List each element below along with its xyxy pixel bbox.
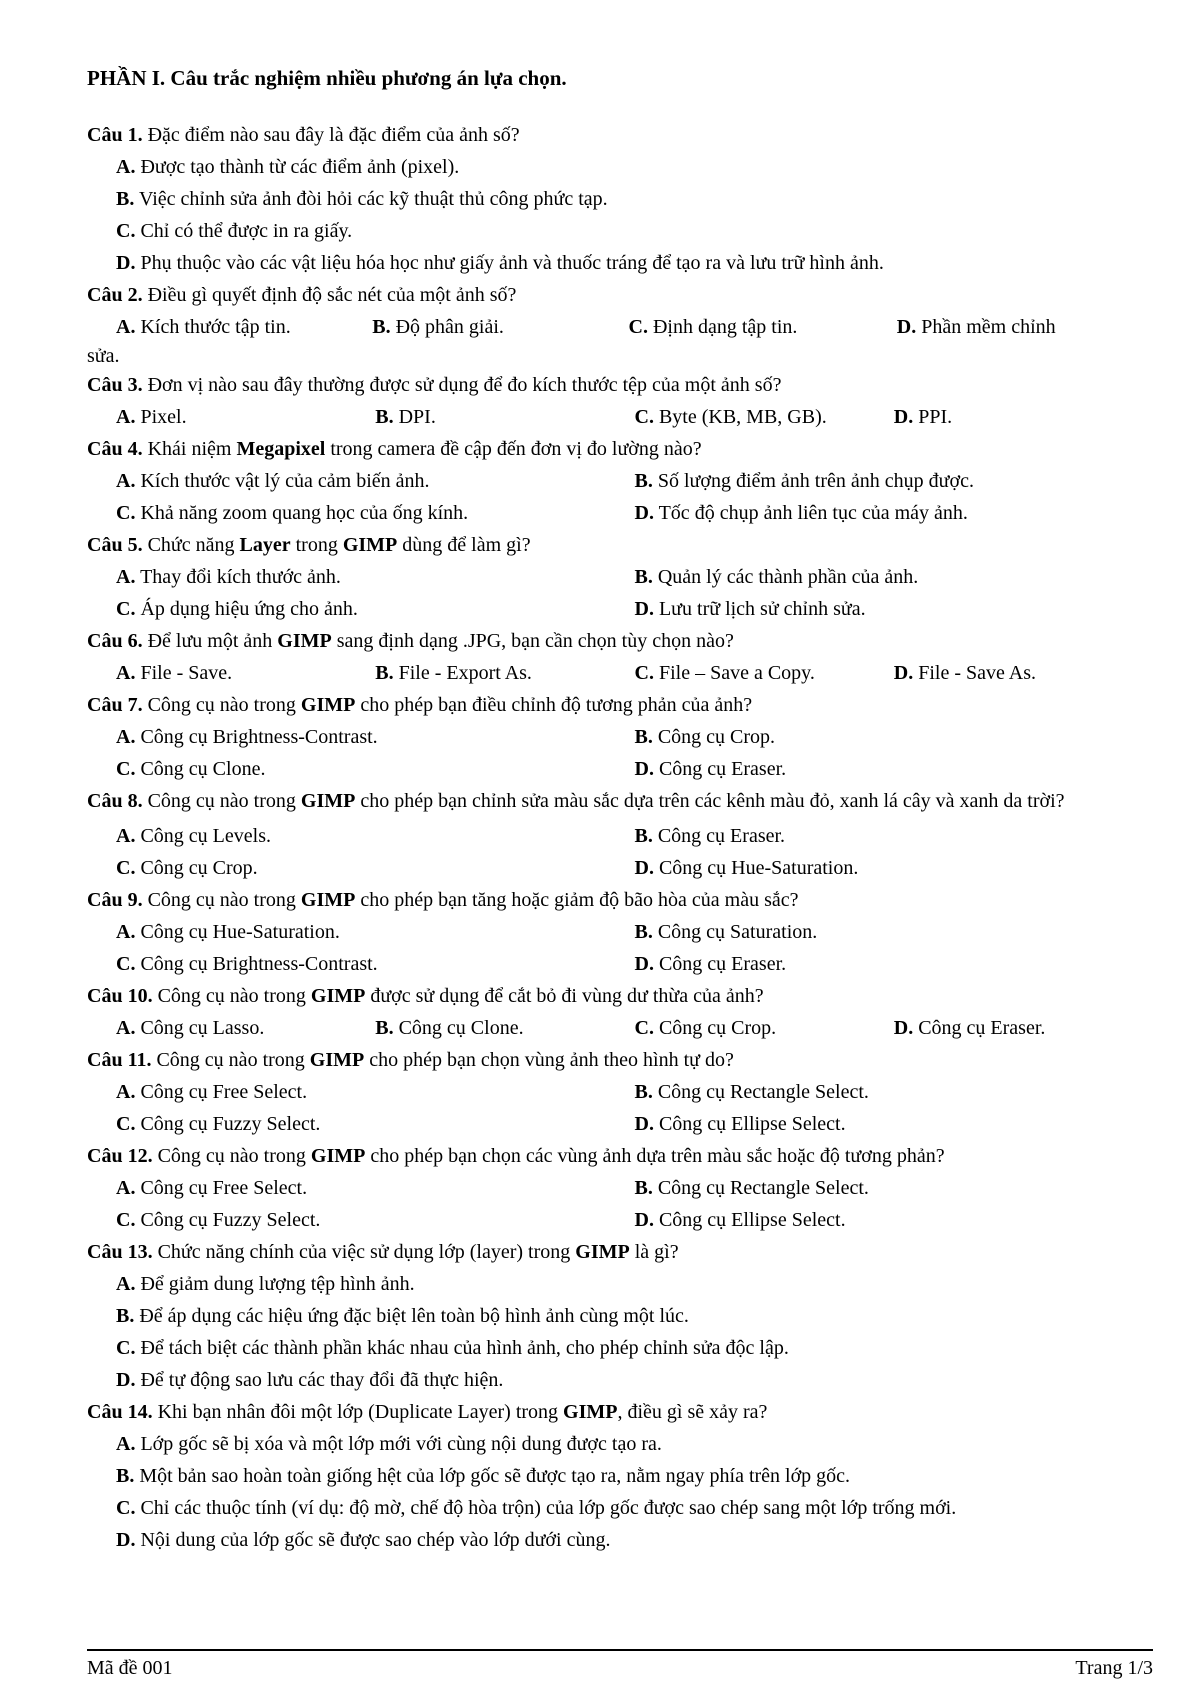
question-stem: Câu 2. Điều gì quyết định độ sắc nét của một ảnh số? [87, 284, 517, 306]
options [87, 820, 1153, 884]
question-3 [87, 369, 1153, 433]
question-stem: Câu 3. Đơn vị nào sau đây thường được sử dụng để đo kích thước tệp của một ảnh số? [87, 374, 782, 396]
option-a: A. Pixel. [116, 406, 187, 428]
option-b: B. Công cụ Crop. [634, 726, 776, 748]
question-stem: Câu 11. Công cụ nào trong GIMP cho phép bạn chọn vùng ảnh theo hình tự do? [87, 1049, 734, 1071]
options [87, 561, 1153, 625]
options [87, 657, 1153, 689]
question-8 [87, 785, 1153, 884]
option-d: D. Công cụ Ellipse Select. [634, 1113, 846, 1135]
options [87, 721, 1153, 785]
option-d: D. Công cụ Eraser. [893, 1017, 1046, 1039]
option-c: C. Định dạng tập tin. [628, 316, 798, 338]
option-b: B. Quản lý các thành phần của ảnh. [634, 566, 919, 588]
question-7 [87, 689, 1153, 785]
question-10 [87, 980, 1153, 1044]
options [87, 1268, 1153, 1396]
option-a: A. Được tạo thành từ các điểm ảnh (pixel). [116, 156, 460, 178]
question-4 [87, 433, 1153, 529]
option-c: C. Khả năng zoom quang học của ống kính. [116, 502, 469, 524]
question-stem: Câu 12. Công cụ nào trong GIMP cho phép bạn chọn các vùng ảnh dựa trên màu sắc hoặc độ tương phản? [87, 1145, 945, 1167]
option-c: C. Để tách biệt các thành phần khác nhau của hình ảnh, cho phép chỉnh sửa độc lập. [116, 1337, 789, 1359]
option-c: C. Công cụ Fuzzy Select. [116, 1113, 321, 1135]
question-5 [87, 529, 1153, 625]
option-a: A. Kích thước tập tin. [116, 316, 291, 338]
question-6 [87, 625, 1153, 689]
question-stem: Câu 9. Công cụ nào trong GIMP cho phép bạn tăng hoặc giảm độ bão hòa của màu sắc? [87, 889, 799, 911]
question-14 [87, 1396, 1153, 1556]
option-c: C. Chỉ có thể được in ra giấy. [116, 220, 353, 242]
option-a: A. Công cụ Levels. [116, 825, 271, 847]
question-stem: Câu 1. Đặc điểm nào sau đây là đặc điểm của ảnh số? [87, 124, 520, 146]
option-c: C. Công cụ Crop. [116, 857, 258, 879]
options [87, 151, 1153, 279]
option-d-continuation: sửa. [87, 345, 120, 367]
option-a: A. Công cụ Hue-Saturation. [116, 921, 340, 943]
option-d: D. PPI. [893, 406, 953, 428]
question-stem: Câu 4. Khái niệm Megapixel trong camera đề cập đến đơn vị đo lường nào? [87, 438, 702, 460]
option-c: C. Công cụ Clone. [116, 758, 266, 780]
option-d: D. Tốc độ chụp ảnh liên tục của máy ảnh. [634, 502, 968, 524]
page-footer [87, 1649, 1153, 1680]
option-b: B. Một bản sao hoàn toàn giống hệt của lớp gốc sẽ được tạo ra, nằm ngay phía trên lớp gốc. [116, 1465, 851, 1487]
option-d: D. Phần mềm chỉnh [896, 316, 1056, 338]
question-2 [87, 279, 1153, 369]
question-stem: Câu 6. Để lưu một ảnh GIMP sang định dạng .JPG, bạn cần chọn tùy chọn nào? [87, 630, 734, 652]
option-b: B. Công cụ Eraser. [634, 825, 786, 847]
option-b: B. Số lượng điểm ảnh trên ảnh chụp được. [634, 470, 974, 492]
exam-page [87, 62, 1153, 1556]
option-b: B. File - Export As. [375, 662, 532, 684]
option-a: A. Kích thước vật lý của cảm biến ảnh. [116, 470, 430, 492]
option-d: D. Công cụ Ellipse Select. [634, 1209, 846, 1231]
option-b: B. Công cụ Rectangle Select. [634, 1081, 869, 1103]
page-number: Trang 1/3 [1075, 1657, 1153, 1679]
question-12 [87, 1140, 1153, 1236]
option-b: B. Để áp dụng các hiệu ứng đặc biệt lên toàn bộ hình ảnh cùng một lúc. [116, 1305, 689, 1327]
option-c: C. Chỉ các thuộc tính (ví dụ: độ mờ, chế độ hòa trộn) của lớp gốc được sao chép sang một lớp trống mới. [116, 1497, 957, 1519]
option-d: D. Phụ thuộc vào các vật liệu hóa học như giấy ảnh và thuốc tráng để tạo ra và lưu trữ hình ảnh. [116, 252, 884, 274]
option-d: D. Công cụ Eraser. [634, 953, 787, 975]
option-b: B. DPI. [375, 406, 436, 428]
option-d: D. Công cụ Hue-Saturation. [634, 857, 859, 879]
option-b: B. Công cụ Clone. [375, 1017, 524, 1039]
option-c: C. Byte (KB, MB, GB). [634, 406, 827, 428]
question-stem: Câu 7. Công cụ nào trong GIMP cho phép bạn điều chỉnh độ tương phản của ảnh? [87, 694, 753, 716]
option-c: C. Công cụ Brightness-Contrast. [116, 953, 378, 975]
question-stem: Câu 14. Khi bạn nhân đôi một lớp (Duplicate Layer) trong GIMP, điều gì sẽ xảy ra? [87, 1401, 768, 1423]
option-b: B. Công cụ Saturation. [634, 921, 818, 943]
question-stem: Câu 5. Chức năng Layer trong GIMP dùng để làm gì? [87, 534, 531, 556]
option-d: D. Công cụ Eraser. [634, 758, 787, 780]
section-title: PHẦN I. Câu trắc nghiệm nhiều phương án lựa chọn. [87, 66, 567, 90]
question-13 [87, 1236, 1153, 1396]
options [87, 1428, 1153, 1556]
options [87, 1076, 1153, 1140]
question-9 [87, 884, 1153, 980]
option-a: A. Công cụ Free Select. [116, 1177, 308, 1199]
question-stem: Câu 13. Chức năng chính của việc sử dụng lớp (layer) trong GIMP là gì? [87, 1241, 679, 1263]
option-c: C. Áp dụng hiệu ứng cho ảnh. [116, 598, 358, 620]
option-a: A. Công cụ Brightness-Contrast. [116, 726, 378, 748]
option-c: C. File – Save a Copy. [634, 662, 815, 684]
option-b: B. Việc chỉnh sửa ảnh đòi hỏi các kỹ thuật thủ công phức tạp. [116, 188, 608, 210]
options [87, 311, 1153, 369]
options [87, 1172, 1153, 1236]
option-a: A. Để giảm dung lượng tệp hình ảnh. [116, 1273, 415, 1295]
option-c: C. Công cụ Crop. [634, 1017, 777, 1039]
question-stem: Câu 8. Công cụ nào trong GIMP cho phép bạn chỉnh sửa màu sắc dựa trên các kênh màu đỏ, xanh lá cây và xanh da trời? [87, 790, 1065, 812]
question-1 [87, 119, 1153, 279]
question-stem: Câu 10. Công cụ nào trong GIMP được sử dụng để cắt bỏ đi vùng dư thừa của ảnh? [87, 985, 764, 1007]
option-d: D. Lưu trữ lịch sử chỉnh sửa. [634, 598, 866, 620]
option-d: D. Nội dung của lớp gốc sẽ được sao chép vào lớp dưới cùng. [116, 1529, 611, 1551]
exam-code: Mã đề 001 [87, 1657, 173, 1679]
option-d: D. File - Save As. [893, 662, 1036, 684]
option-a: A. Thay đổi kích thước ảnh. [116, 566, 341, 588]
options [87, 465, 1153, 529]
option-d: D. Để tự động sao lưu các thay đổi đã thực hiện. [116, 1369, 504, 1391]
option-a: A. File - Save. [116, 662, 233, 684]
option-a: A. Công cụ Free Select. [116, 1081, 308, 1103]
option-a: A. Lớp gốc sẽ bị xóa và một lớp mới với cùng nội dung được tạo ra. [116, 1433, 662, 1455]
question-11 [87, 1044, 1153, 1140]
option-a: A. Công cụ Lasso. [116, 1017, 265, 1039]
options [87, 1012, 1153, 1044]
options [87, 916, 1153, 980]
option-b: B. Độ phân giải. [372, 316, 504, 338]
option-c: C. Công cụ Fuzzy Select. [116, 1209, 321, 1231]
option-b: B. Công cụ Rectangle Select. [634, 1177, 869, 1199]
options [87, 401, 1153, 433]
